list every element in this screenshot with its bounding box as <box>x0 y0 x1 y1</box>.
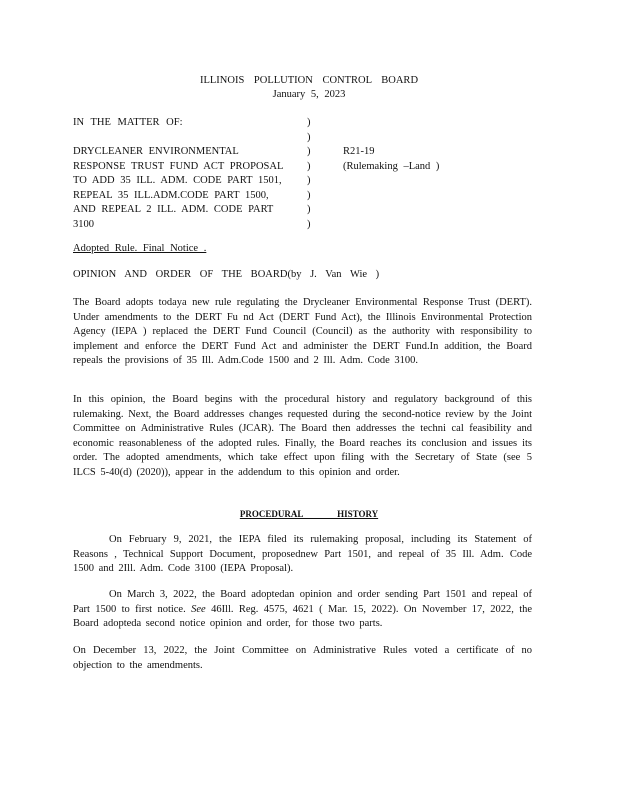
caption-line: 3100 <box>73 218 94 230</box>
board-title: ILLINOIS POLLUTION CONTROL BOARD <box>199 75 419 86</box>
document-date: January 5, 2023 <box>272 89 346 100</box>
paragraph-text: On March 3, 2022, the Board adoptedan opinion and order sending Part 1501 and repeal of Part 1500 to first notice. <box>73 589 532 615</box>
caption-paren: ) <box>307 175 311 186</box>
paragraph-text: 46Ill. Reg. 4575, 4621 ( Mar. 15, 2022). On November 17, 2022, the Board adopteda second notice opinion and order, for those two parts. <box>73 603 533 629</box>
paragraph-history-3: On December 13, 2022, the Joint Committee on Administrative Rules voted a certificate of no objection to the amendments. <box>73 645 532 671</box>
case-caption <box>73 145 298 232</box>
caption-line: RESPONSE TRUST FUND ACT PROPOSAL <box>73 160 284 172</box>
caption-line: DRYCLEANER ENVIRONMENTAL <box>73 146 239 157</box>
caption-line: TO ADD 35 ILL. ADM. CODE PART 1501, <box>73 175 282 186</box>
paragraph-history-1: On February 9, 2021, the IEPA filed its rulemaking proposal, including its Statement of Reasons , Technical Support Document, proposednew Part 1501, and repeal of 35 Ill. Adm. Code 1500 and 2Ill. Adm. Code 3100 (IEPA Proposal). <box>73 534 532 574</box>
docket-number: R21-19 <box>343 146 375 157</box>
opinion-heading: OPINION AND ORDER OF THE BOARD(by J. Van Wie ) <box>73 269 380 280</box>
paragraph-history-2 <box>73 588 532 632</box>
docket-type: (Rulemaking –Land ) <box>343 160 440 172</box>
caption-paren: ) <box>307 131 311 143</box>
caption-paren: ) <box>307 160 311 172</box>
caption-paren: ) <box>307 146 311 157</box>
section-heading: PROCEDURAL HISTORY <box>239 509 379 519</box>
caption-paren: ) <box>307 218 311 230</box>
docket-info <box>343 145 439 174</box>
caption-paren: ) <box>307 204 311 215</box>
caption-paren: ) <box>307 117 311 128</box>
caption-line: REPEAL 35 ILL.ADM.CODE PART 1500, <box>73 189 269 201</box>
caption-line: AND REPEAL 2 ILL. ADM. CODE PART <box>73 204 274 215</box>
paragraph-intro: The Board adopts todaya new rule regulating the Drycleaner Environmental Response Trust (DERT). Under amendments to the DERT Fu nd Act (DERT Fund Act), the Illinois Environmental Protection Agency (IEPA ) replaced the DERT Fund Council (Council) as the authority with responsibility to implement and enforce the DERT Fund Act and administer the DERT Fund.In addition, the Board repeals the provisions of 35 Ill. Adm.Code 1500 and 2 Ill. Adm. Code 3100. <box>73 297 532 366</box>
see-citation: See <box>191 603 206 615</box>
paragraph-overview: In this opinion, the Board begins with the procedural history and regulatory background of this rulemaking. Next, the Board addresses changes requested during the second-notice review by the Joint Committee on Administrative Rules (JCAR). The Board then addresses the techni cal feasibility and economic reasonableness of the adopted rules. Finally, the Board reaches its conclusion and issues its order. The adopted amendments, which take effect upon filing with the Secretary of State (see 5 ILCS 5-40(d) (2020)), appear in the addendum to this opinion and order. <box>73 394 532 478</box>
caption-paren: ) <box>307 189 311 201</box>
caption-parentheses <box>307 116 317 232</box>
matter-label: IN THE MATTER OF: <box>73 117 183 128</box>
adopted-rule-label: Adopted Rule. Final Notice . <box>73 243 207 254</box>
